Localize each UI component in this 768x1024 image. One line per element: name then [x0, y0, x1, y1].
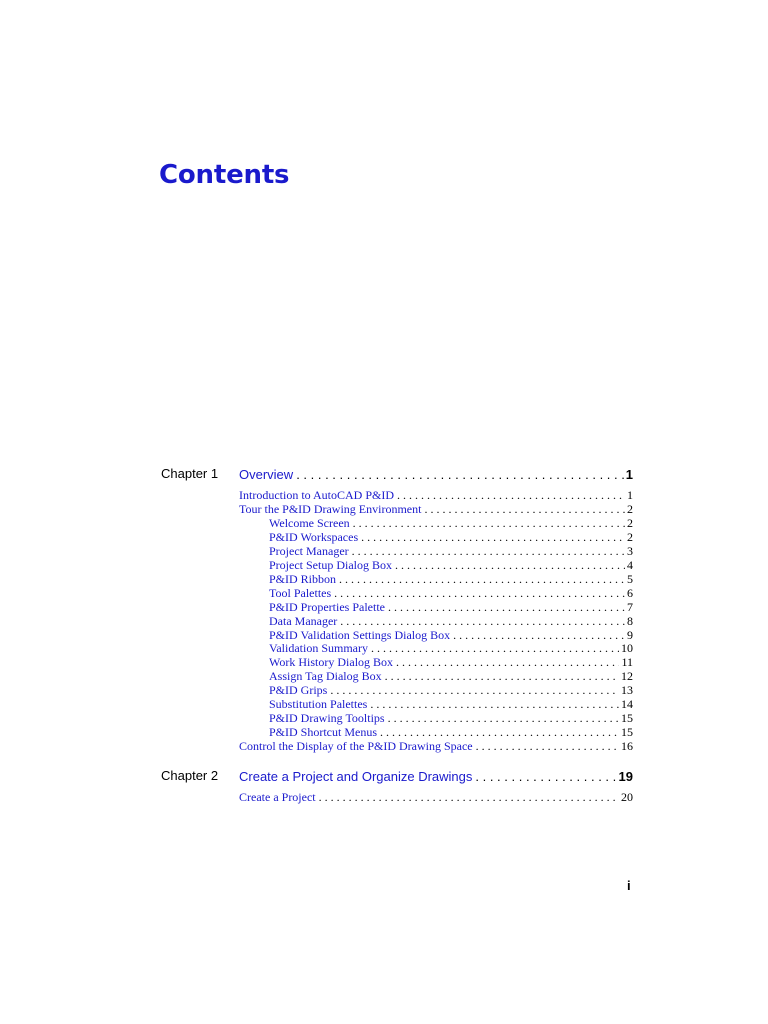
entry-title: Data Manager	[269, 613, 338, 628]
entry-page-number: 4	[627, 557, 633, 572]
dot-leader	[352, 544, 625, 558]
entry-title: Control the Display of the P&ID Drawing Space	[239, 739, 473, 754]
dot-leader	[396, 655, 619, 669]
chapter-title: Overview	[239, 467, 294, 482]
entry-title: Tour the P&ID Drawing Environment	[239, 501, 422, 516]
entry-page-number: 15	[621, 725, 633, 740]
entry-page-number: 1	[627, 488, 633, 502]
dot-leader	[388, 600, 625, 614]
toc-subsection-link[interactable]	[269, 530, 633, 544]
entry-title: Validation Summary	[269, 641, 368, 656]
toc-subsection-link[interactable]	[269, 725, 633, 739]
toc-subsection-link[interactable]	[269, 558, 633, 572]
chapter-title-link[interactable]	[239, 466, 633, 484]
dot-leader	[395, 558, 625, 572]
toc-subsection-link[interactable]	[269, 697, 633, 711]
entry-title: P&ID Workspaces	[269, 529, 359, 544]
toc-section-link[interactable]	[239, 488, 633, 502]
entry-title: P&ID Grips	[269, 683, 328, 698]
entry-title: Assign Tag Dialog Box	[269, 669, 382, 684]
chapter-page-number: 19	[618, 769, 633, 784]
entry-title: Tool Palettes	[269, 585, 332, 600]
toc-subsection-link[interactable]	[269, 614, 633, 628]
toc-section-link[interactable]	[239, 739, 633, 753]
dot-leader	[353, 516, 625, 530]
entry-title: P&ID Shortcut Menus	[269, 725, 377, 740]
entry-title: Create a Project	[239, 790, 316, 804]
entry-page-number: 7	[627, 599, 633, 614]
entry-page-number: 11	[621, 655, 633, 670]
page-number: i	[627, 878, 631, 893]
entry-page-number: 12	[621, 669, 633, 684]
dot-leader	[334, 586, 625, 600]
chapter-title: Create a Project and Organize Drawings	[239, 769, 473, 784]
entry-page-number: 3	[627, 543, 633, 558]
dot-leader	[388, 711, 619, 725]
toc-subsection-link[interactable]	[269, 628, 633, 642]
dot-leader	[397, 488, 625, 502]
toc-subsection-link[interactable]	[269, 669, 633, 683]
toc-subsection-link[interactable]	[269, 711, 633, 725]
entry-title: P&ID Validation Settings Dialog Box	[269, 627, 451, 642]
entry-title: P&ID Properties Palette	[269, 599, 385, 614]
dot-leader	[340, 614, 625, 628]
toc-subsection-link[interactable]	[269, 544, 633, 558]
toc-section-link[interactable]	[239, 790, 633, 804]
entry-title: Introduction to AutoCAD P&ID	[239, 488, 394, 502]
chapter-title-link[interactable]	[239, 768, 633, 786]
dot-leader	[424, 502, 625, 516]
chapter-label: Chapter 1	[161, 466, 219, 481]
dot-leader	[319, 790, 619, 804]
dot-leader	[370, 697, 619, 711]
entry-page-number: 6	[627, 585, 633, 600]
toc-subsection-link[interactable]	[269, 572, 633, 586]
entry-page-number: 5	[627, 571, 633, 586]
entry-title: Project Manager	[269, 543, 349, 558]
dot-leader	[476, 739, 619, 753]
toc-subsection-link[interactable]	[269, 586, 633, 600]
dot-leader	[339, 572, 625, 586]
toc-subsection-link[interactable]	[269, 641, 633, 655]
dot-leader	[475, 768, 616, 786]
entry-page-number: 2	[627, 501, 633, 516]
entry-page-number: 2	[627, 529, 633, 544]
entry-page-number: 16	[621, 739, 633, 754]
toc-subsection-link[interactable]	[269, 600, 633, 614]
entry-page-number: 14	[621, 697, 633, 712]
toc-subsection-link[interactable]	[269, 655, 633, 669]
chapter-label: Chapter 2	[161, 768, 219, 783]
entry-page-number: 15	[621, 711, 633, 726]
entry-page-number: 10	[621, 641, 633, 656]
chapter-page-number: 1	[625, 467, 633, 482]
contents-heading: Contents	[159, 160, 290, 190]
dot-leader	[380, 725, 619, 739]
entry-page-number: 20	[621, 790, 633, 804]
entry-title: P&ID Drawing Tooltips	[269, 711, 385, 726]
entry-page-number: 8	[627, 613, 633, 628]
entry-page-number: 9	[627, 627, 633, 642]
entry-page-number: 13	[621, 683, 633, 698]
entry-title: Project Setup Dialog Box	[269, 557, 392, 572]
entry-title: P&ID Ribbon	[269, 571, 337, 586]
entry-title: Substitution Palettes	[269, 697, 368, 712]
toc-subsection-link[interactable]	[269, 683, 633, 697]
entry-title: Work History Dialog Box	[269, 655, 394, 670]
toc-subsection-link[interactable]	[269, 516, 633, 530]
dot-leader	[453, 628, 625, 642]
dot-leader	[296, 466, 624, 484]
entry-page-number: 2	[627, 515, 633, 530]
dot-leader	[385, 669, 619, 683]
toc-section-link[interactable]	[239, 502, 633, 516]
dot-leader	[330, 683, 619, 697]
dot-leader	[371, 641, 619, 655]
dot-leader	[361, 530, 625, 544]
entry-title: Welcome Screen	[269, 515, 350, 530]
